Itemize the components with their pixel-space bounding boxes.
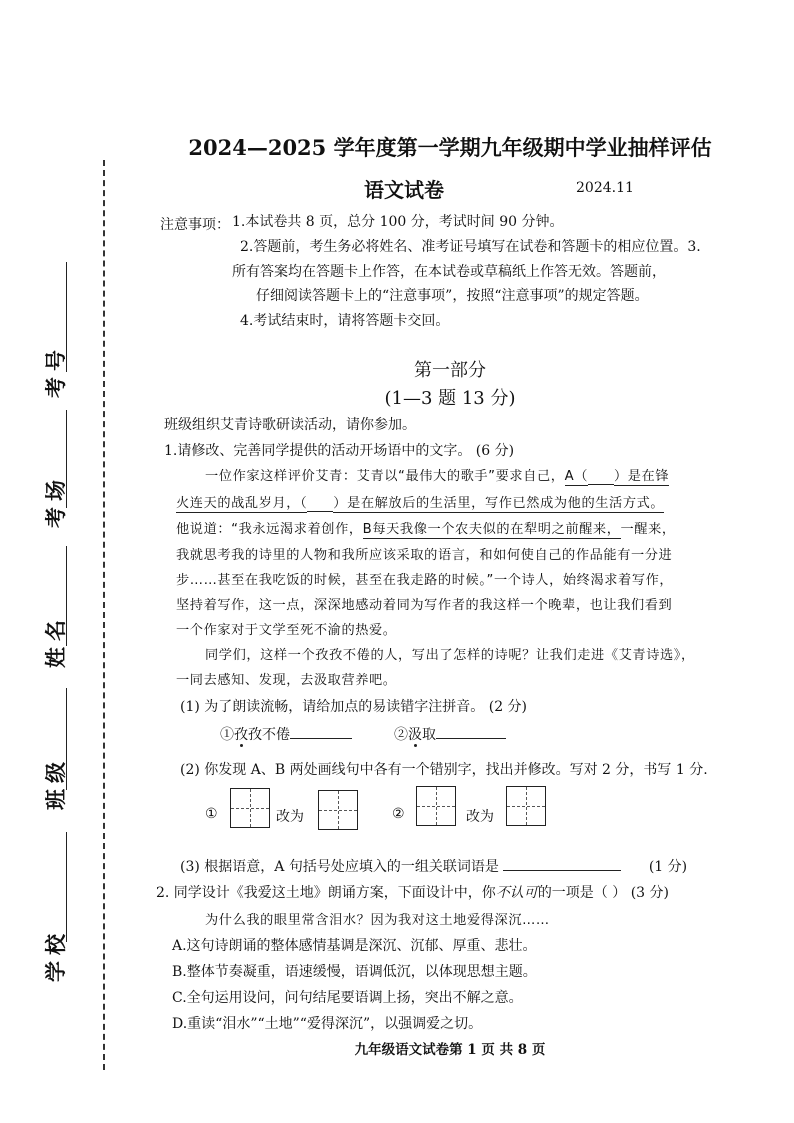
sub3-stem: (3) 根据语意，A 句括号处应填入的一组关联词语是 xyxy=(180,859,499,875)
page-footer: 九年级语文试卷第 1 页 共 8 页 xyxy=(354,1042,546,1058)
passage-line-2 xyxy=(176,492,664,512)
exam-number-blank[interactable] xyxy=(66,262,67,372)
q2-stem xyxy=(156,882,669,902)
class-blank[interactable] xyxy=(66,688,67,790)
change-to-label: 改为 xyxy=(466,809,494,825)
q1-sub2-stem: (2) 你发现 A、B 两处画线句中各有一个错别字，找出并修改。写对 2 分，书写 1 分. xyxy=(180,762,708,778)
passage-line-3 xyxy=(176,518,676,537)
notice-line-5: 4.考试结束时，请将答题卡交回。 xyxy=(240,313,450,329)
part-range: (1—3 题 13 分) xyxy=(384,388,516,409)
q2-option-c[interactable]: C.全句运用设问，问句结尾要语调上扬，突出不解之意。 xyxy=(172,990,523,1006)
q2-quote: 为什么我的眼里常含泪水？因为我对这土地爱得深沉…… xyxy=(205,913,550,928)
blank-a1[interactable] xyxy=(588,469,614,485)
item-number: ② xyxy=(394,727,408,743)
correct-char-box-1[interactable] xyxy=(318,790,358,830)
exam-room-label: 考场 xyxy=(43,474,68,528)
passage-line-5: 步……甚至在我吃饭的时候，甚至在我走路的时候。”一个诗人，始终渴求着写作， xyxy=(176,573,674,588)
passage-line-1 xyxy=(205,465,669,485)
class-label: 班级 xyxy=(43,756,68,810)
passage-text: 一醒来， xyxy=(620,522,676,537)
q2-option-b[interactable]: B.整体节奏凝重，语速缓慢，语调低沉，以体现思想主题。 xyxy=(172,964,537,980)
binding-dashed-line xyxy=(103,160,105,1070)
exam-subtitle: 语文试卷 xyxy=(364,178,444,202)
exam-title: 2024—2025 学年度第一学期九年级期中学业抽样评估 xyxy=(188,135,712,160)
q1-sub1-item2 xyxy=(394,724,506,744)
mark-b: B xyxy=(362,522,373,537)
q2-option-d[interactable]: D.重读“泪水”“土地”“爱得深沉”，以强调爱之切。 xyxy=(172,1016,483,1032)
passage-line-9: 一同去感知、发现，去汲取营养吧。 xyxy=(176,673,397,688)
item-text: 孜不倦 xyxy=(248,727,290,743)
passage-text: 每天我像一个农夫似的在犁明之前醒来， xyxy=(372,522,621,537)
q1-sub1-item1 xyxy=(220,724,352,744)
exam-number-label: 考号 xyxy=(43,344,68,398)
change-to-label: 改为 xyxy=(276,809,304,825)
name-blank[interactable] xyxy=(66,546,67,646)
passage-text: 一位作家这样评价艾青：艾青以“最伟大的歌手”要求自己， xyxy=(205,469,565,484)
dotted-char: 汲 xyxy=(408,727,422,743)
notice-label: 注意事项： xyxy=(160,217,230,233)
notice-line-2: 2.答题前，考生务必将姓名、准考证号填写在试卷和答题卡的相应位置。3. xyxy=(240,239,701,255)
exam-room-blank[interactable] xyxy=(66,410,67,508)
q2-stem-b: 的一项是（ ） (3 分) xyxy=(537,885,669,901)
grid-mark-2: ② xyxy=(392,806,405,822)
notice-line-1: 1.本试卷共 8 页，总分 100 分，考试时间 90 分钟。 xyxy=(232,214,564,230)
q1-sub3 xyxy=(180,856,687,876)
blank-a2[interactable] xyxy=(307,496,333,512)
school-label: 学校 xyxy=(43,928,68,982)
q2-stem-emphasis: 不认可 xyxy=(495,885,538,901)
notice-line-4: 仔细阅读答题卡上的“注意事项”，按照“注意事项”的规定答题。 xyxy=(256,288,649,304)
school-blank[interactable] xyxy=(66,832,67,942)
passage-line-6: 坚持着写作，这一点，深深地感动着同为写作者的我这样一个晚辈，也让我们看到 xyxy=(176,598,673,613)
passage-text: ）是在锋 xyxy=(613,469,670,484)
passage-text: 他说道：“我永远渴求着创作， xyxy=(176,522,363,537)
dotted-char: 孜 xyxy=(234,727,248,743)
passage-text: 火连天的战乱岁月，（ xyxy=(176,496,308,511)
q1-stem: 1.请修改、完善同学提供的活动开场语中的文字。 (6 分) xyxy=(164,443,515,459)
correct-char-box-2[interactable] xyxy=(506,786,546,826)
part-title: 第一部分 xyxy=(414,360,486,381)
item-number: ① xyxy=(220,727,234,743)
item-text: 取 xyxy=(422,727,436,743)
passage-text: ）是在解放后的生活里，写作已然成为他的生活方式。 xyxy=(333,496,665,511)
q1-sub1-stem: (1) 为了朗读流畅，请给加点的易读错字注拼音。 (2 分) xyxy=(180,699,528,715)
mark-a: A xyxy=(564,469,575,484)
section-intro: 班级组织艾青诗歌研读活动，请你参加。 xyxy=(164,417,416,433)
passage-line-4: 我就思考我的诗里的人物和我所应该采取的语言，和如何使自己的作品能有一分进 xyxy=(176,548,673,563)
wrong-char-box-1[interactable] xyxy=(230,788,270,828)
q2-option-a[interactable]: A.这句诗朗诵的整体感情基调是深沉、沉郁、厚重、悲壮。 xyxy=(172,938,537,954)
pinyin-blank-1[interactable] xyxy=(290,724,352,739)
passage-line-8: 同学们，这样一个孜孜不倦的人，写出了怎样的诗呢？让我们走进《艾青诗选》， xyxy=(205,648,695,663)
notice-line-3: 所有答案均在答题卡上作答，在本试卷或草稿纸上作答无效。答题前， xyxy=(232,264,666,280)
passage-text: （ xyxy=(574,469,588,484)
exam-date: 2024.11 xyxy=(576,180,634,196)
name-label: 姓名 xyxy=(43,614,68,668)
pinyin-blank-2[interactable] xyxy=(436,724,506,739)
passage-line-7: 一个作家对于文学至死不渝的热爱。 xyxy=(176,623,397,638)
grid-mark-1: ① xyxy=(205,806,218,822)
q2-stem-a: 2. 同学设计《我爱这土地》朗诵方案，下面设计中，你 xyxy=(156,885,496,901)
wrong-char-box-2[interactable] xyxy=(416,786,456,826)
conjunction-blank[interactable] xyxy=(503,856,621,871)
sub3-score: (1 分) xyxy=(648,859,688,875)
